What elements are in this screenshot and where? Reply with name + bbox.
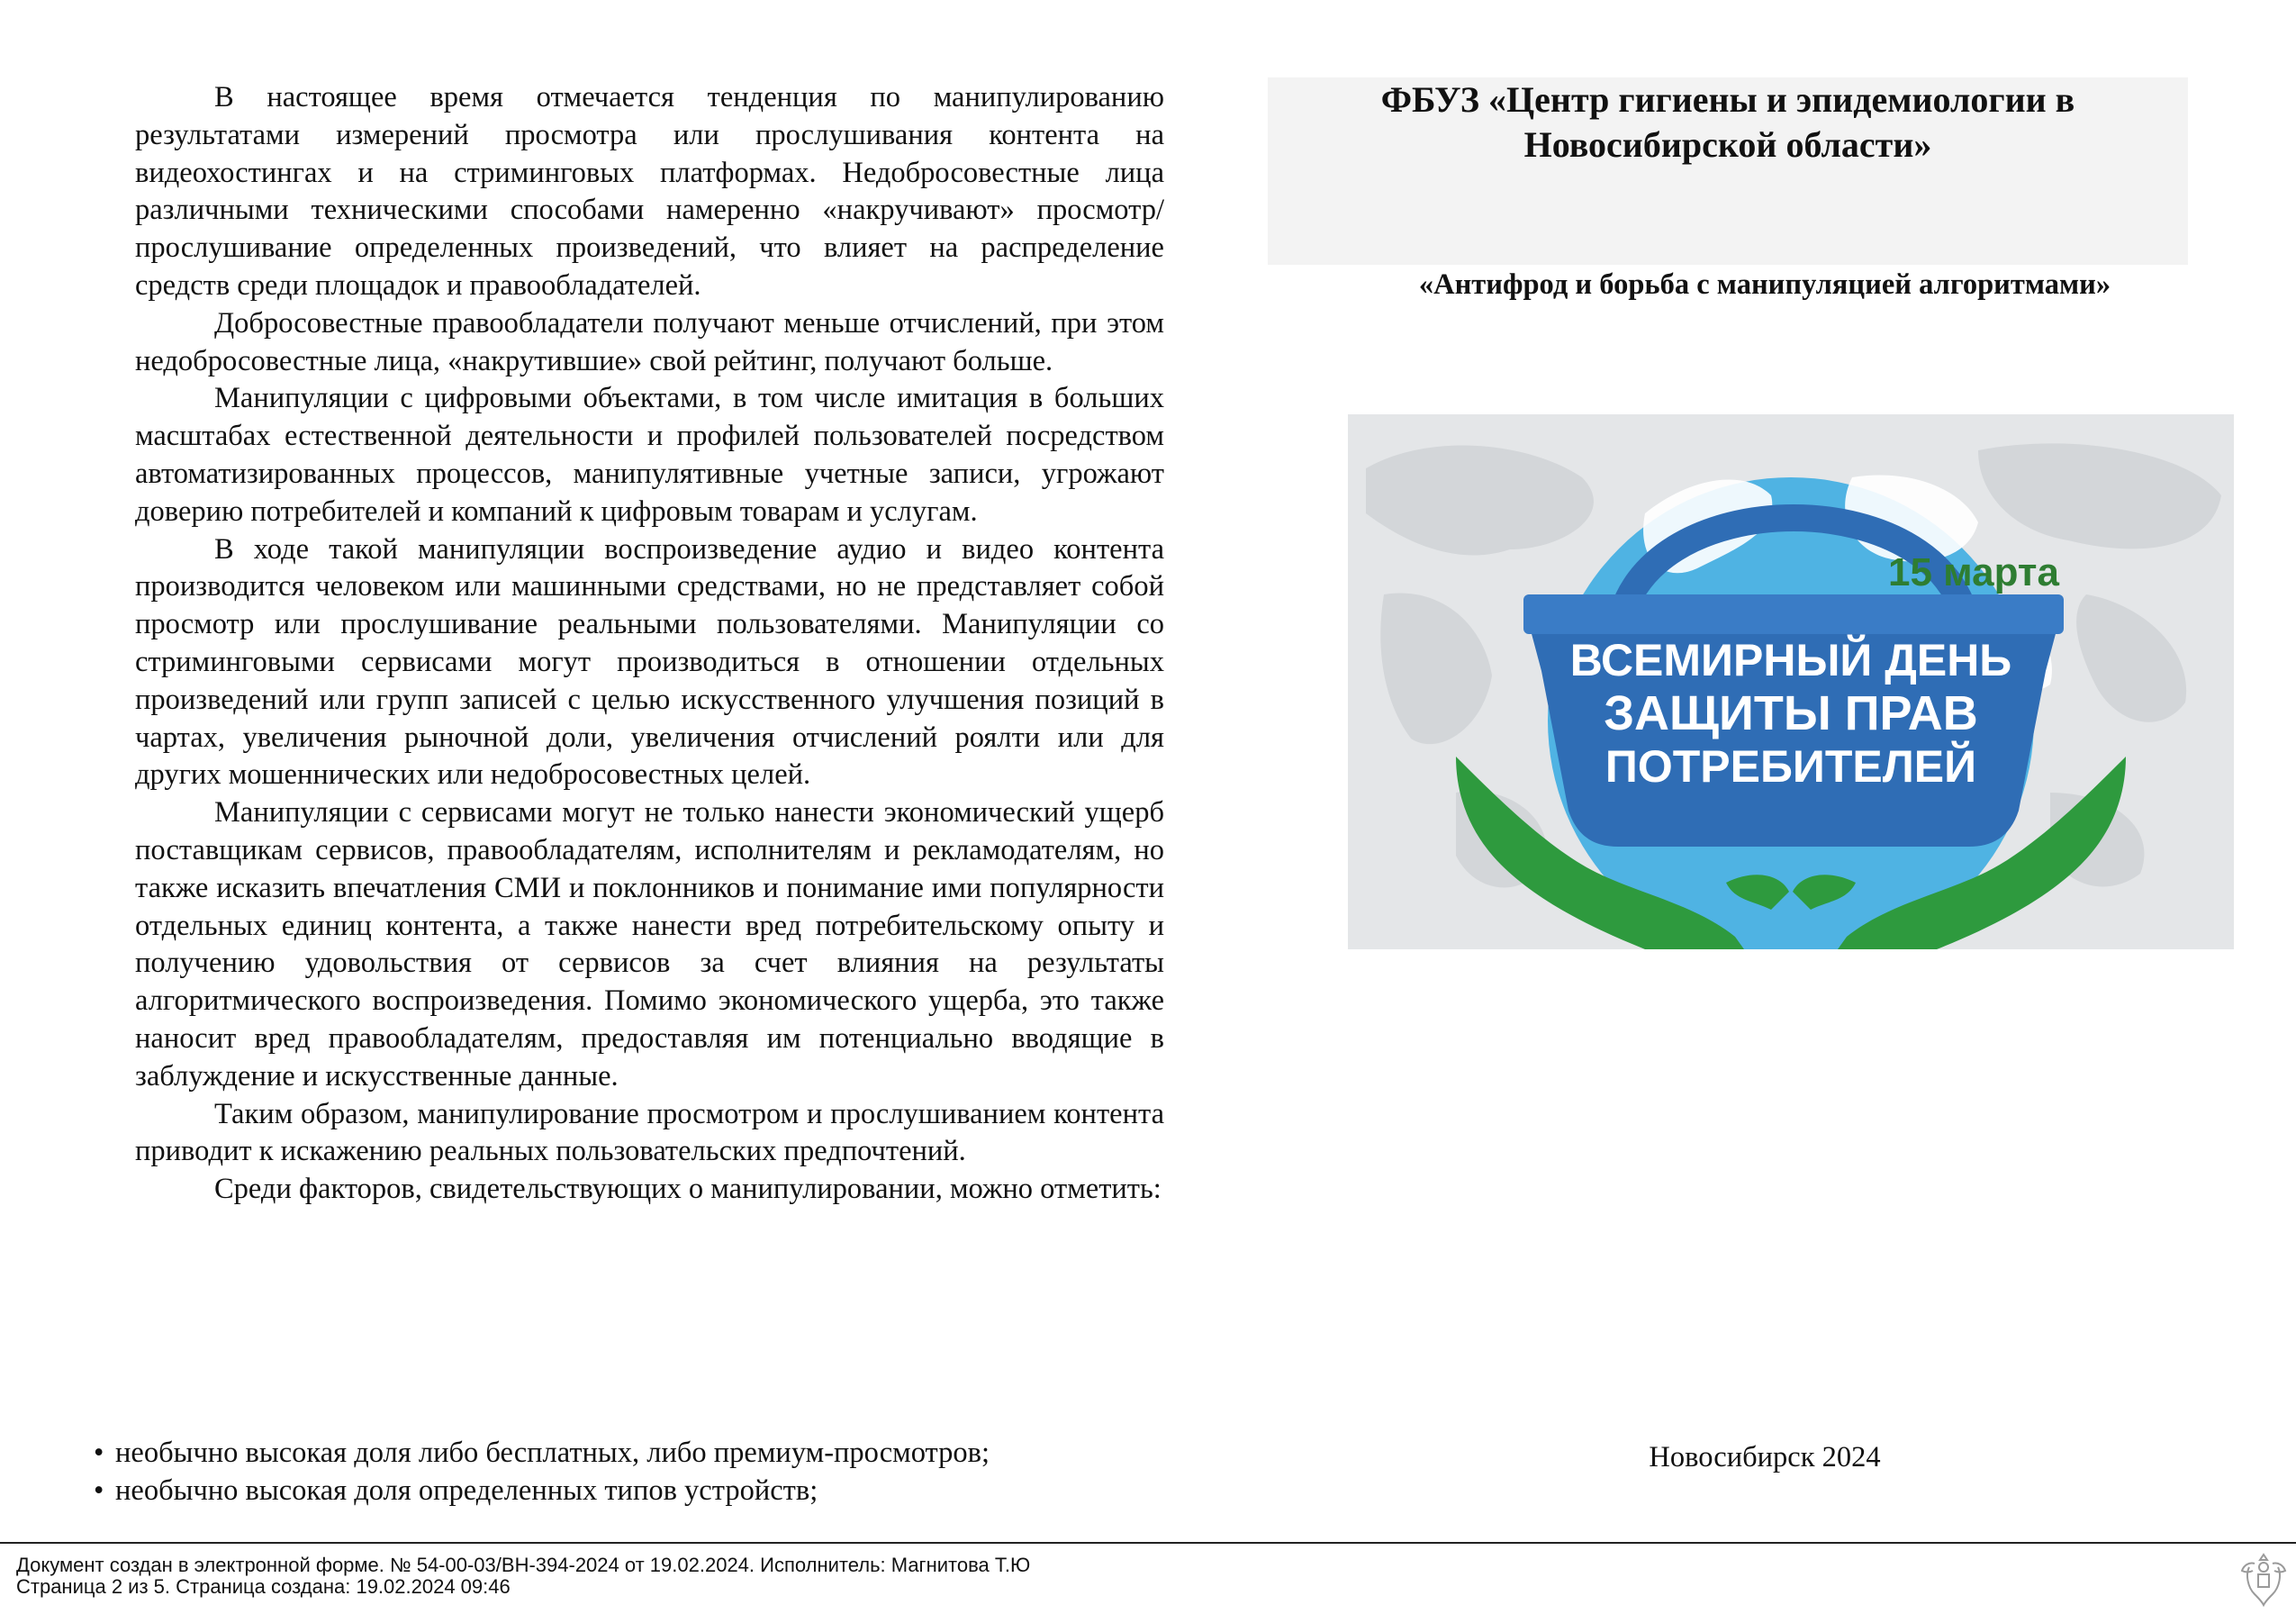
- footer-divider: [0, 1542, 2296, 1544]
- list-item: • необычно высокая доля либо бесплатных, либо премиум-просмотров;: [94, 1435, 990, 1473]
- body-text: [135, 79, 1164, 1209]
- city-year: Новосибирск 2024: [1649, 1441, 1881, 1473]
- coat-of-arms-icon: [2237, 1547, 2291, 1610]
- paragraph: Манипуляции с цифровыми объектами, в том числе имитация в больших масштабах естественной деятельности и профилей пользователей посредством автоматизированных процессов, манипулятивные учетные записи, угрожают доверию потребителей и компаний к цифровым товарам и услугам.: [135, 382, 1164, 528]
- paragraph: Манипуляции с сервисами могут не только нанести экономический ущерб поставщикам сервисов, правообладателям, исполнителям и рекламодателям, но также исказить впечатления СМИ и поклонников и понимание ими популярности отдельных единиц контента, а также нанести вред потребительскому опыту и получению удовольствия от сервисов за счет влияния на результаты алгоритмического воспроизведения. Помимо экономического ущерба, это также наносит вред правообладателям, предоставляя им потенциально вводящие в заблуждение и искусственные данные.: [135, 796, 1164, 1093]
- bullet-icon: •: [94, 1437, 104, 1469]
- paragraph: Среди факторов, свидетельствующих о манипулировании, можно отметить:: [214, 1173, 1162, 1206]
- bullet-icon: •: [94, 1473, 104, 1507]
- paragraph: В настоящее время отмечается тенденция по манипулированию результатами измерений просмотра или прослушивания контента на видеохостингах и на стриминговых платформах. Недобросовестные лица различными техническими способами намеренно «накручивают» просмотр/прослушивание определенных произведений, что влияет на распределение средств среди площадок и правообладателей.: [135, 81, 1164, 302]
- document-title: «Антифрод и борьба с манипуляцией алгоритмами»: [1418, 268, 2111, 301]
- footer: [16, 1555, 1030, 1598]
- organization-title: ФБУЗ «Центр гигиены и эпидемиологии в Новосибирской области»: [1380, 79, 2075, 165]
- footer-line-2: Страница 2 из 5. Страница создана: 19.02.2024 09:46: [16, 1575, 511, 1598]
- poster-date: 15 марта: [1888, 550, 2059, 594]
- poster-line-1: ВСЕМИРНЫЙ ДЕНЬ: [1569, 635, 2012, 685]
- poster-line-3: ПОТРЕБИТЕЛЕЙ: [1604, 741, 1977, 792]
- bullet-list: [94, 1435, 990, 1510]
- paragraph: Таким образом, манипулирование просмотром и прослушиванием контента приводит к искажению реальных пользовательских предпочтений.: [135, 1097, 1164, 1168]
- poster-illustration: [1348, 414, 2234, 949]
- poster-line-2: ЗАЩИТЫ ПРАВ: [1604, 686, 1978, 740]
- paragraph: Добросовестные правообладатели получают меньше отчислений, при этом недобросовестные лица, «накрутившие» свой рейтинг, получают больше.: [135, 306, 1164, 377]
- footer-line-1: Документ создан в электронной форме. № 54-00-03/ВН-394-2024 от 19.02.2024. Исполнитель: Магнитова Т.Ю: [16, 1554, 1031, 1576]
- list-item: • необычно высокая доля определенных типов устройств;: [94, 1473, 990, 1510]
- poster-image: [1348, 414, 2234, 949]
- paragraph: В ходе такой манипуляции воспроизведение аудио и видео контента производится человеком или машинными средствами, но не представляет собой просмотр или прослушивание реальными пользователями. Манипуляции со стриминговыми сервисами могут производиться в отношении отдельных произведений или групп записей с целью искусственного улучшения позиций в чартах, увеличения рыночной доли, увеличения отчислений роялти или для других мошеннических или недобросовестных целей.: [135, 532, 1164, 792]
